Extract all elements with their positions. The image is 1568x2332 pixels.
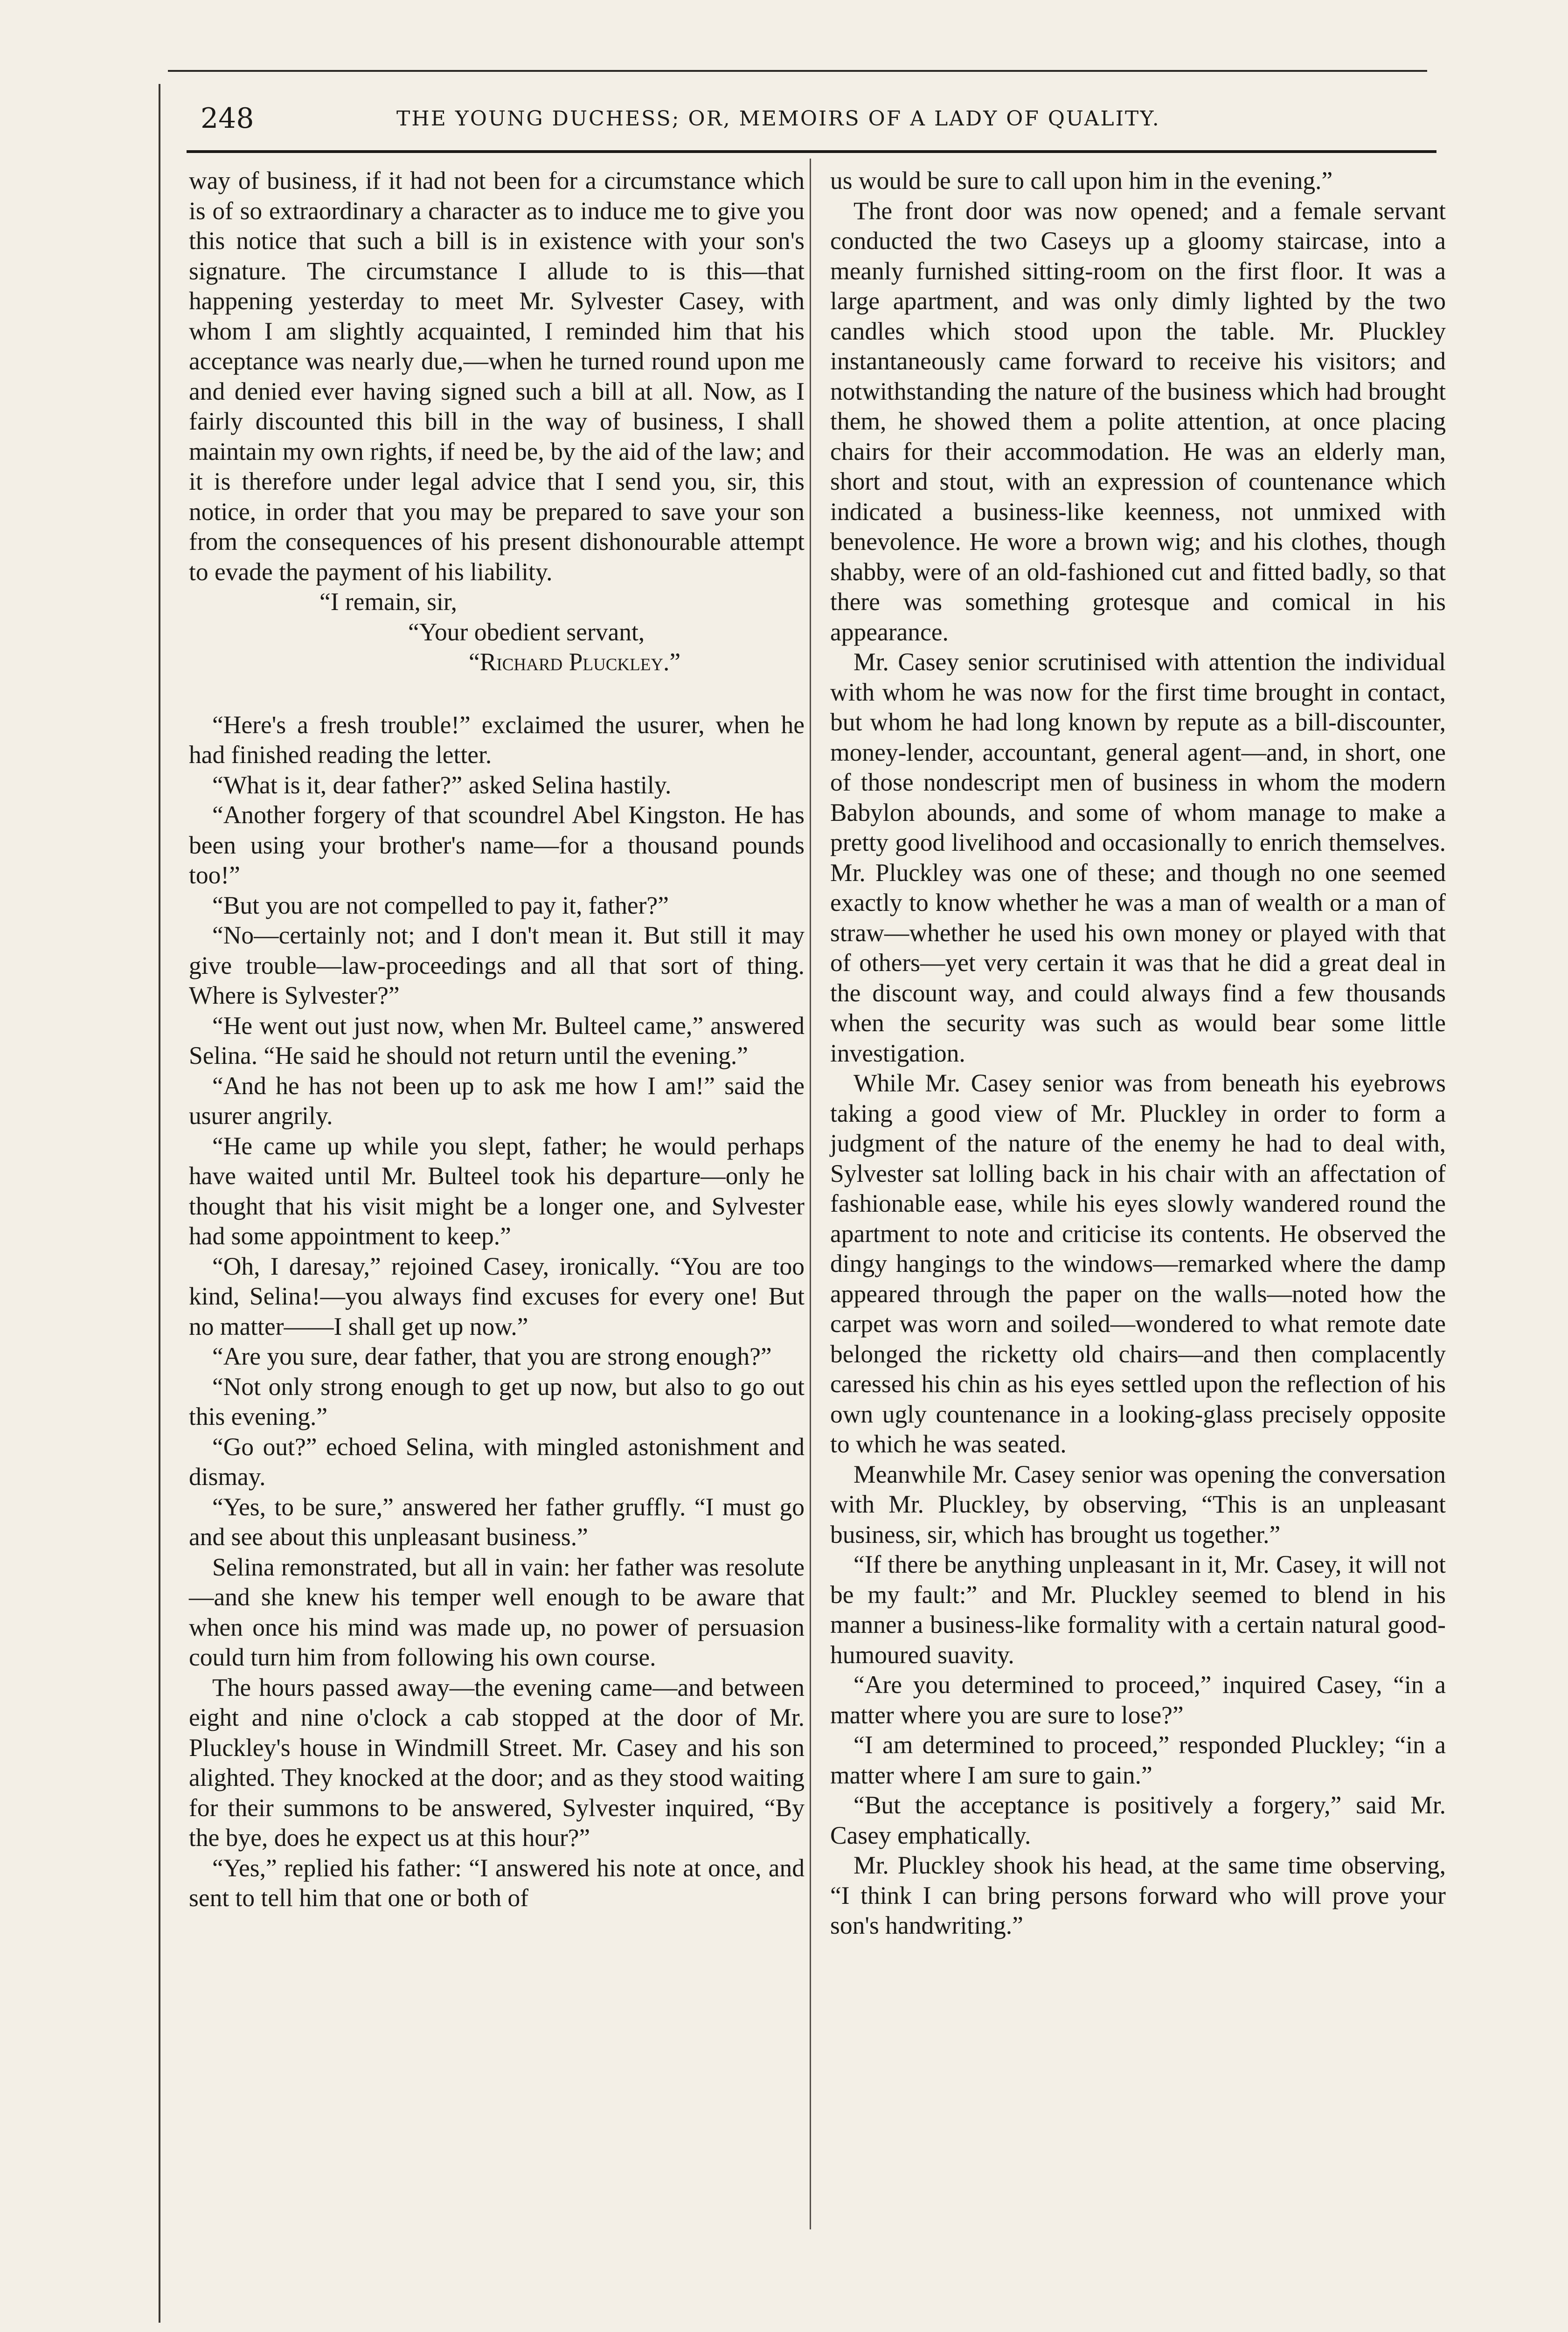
- left-margin-rule: [159, 84, 160, 2323]
- paragraph: “I am determined to proceed,” responded Pluckley; “in a matter where I am sure to gain.”: [830, 1731, 1446, 1789]
- paragraph: Selina remonstrated, but all in vain: her father was resolute—and she knew his temper well enough to be aware that when once his mind was made up, no power of persuasion could turn him from following his own course.: [189, 1553, 805, 1671]
- header-rule: [187, 150, 1436, 153]
- paragraph: “Not only strong enough to get up now, but also to go out this evening.”: [189, 1372, 805, 1430]
- paragraph: While Mr. Casey senior was from beneath his eyebrows taking a good view of Mr. Pluckley in order to form a judgment of the nature of the enemy he had to deal with, Sylvester sat lolling back in his chair with an affectation of fashionable ease, while his eyes slowly wandered round the apartment to note and criticise its contents. He observed the dingy hangings to the windows—remarked where the damp appeared through the paper on the walls—noted how the carpet was worn and soiled—wondered to what remote date belonged the ricketty old chairs—and then complacently caressed his chin as his eyes settled upon the reflection of his own ugly countenance in a looking-glass precisely opposite to which he was seated.: [830, 1069, 1446, 1458]
- paragraph: “What is it, dear father?” asked Selina hastily.: [212, 770, 672, 799]
- section-gap: [189, 677, 805, 710]
- paragraph: “No—certainly not; and I don't mean it. But still it may give trouble—law-proceedings and all that sort of thing. Where is Sylvester?”: [189, 921, 805, 1009]
- left-column: [189, 166, 805, 1913]
- paragraph: “Oh, I daresay,” rejoined Casey, ironically. “You are too kind, Selina!—you always find excuses for every one! But no matter——I shall get up now.”: [189, 1252, 805, 1340]
- paragraph: “Yes,” replied his father: “I answered his note at once, and sent to tell him that one or both of: [189, 1853, 805, 1912]
- paragraph: us would be sure to call upon him in the evening.”: [830, 167, 1333, 194]
- top-border-rule: [168, 70, 1427, 72]
- paragraph: “If there be anything unpleasant in it, Mr. Casey, it will not be my fault:” and Mr. Pluckley seemed to blend in his manner a business-like formality with a certain natural good-humoured suavity.: [830, 1550, 1446, 1669]
- paragraph: “But the acceptance is positively a forgery,” said Mr. Casey emphatically.: [830, 1791, 1446, 1849]
- paragraph: “Are you determined to proceed,” inquired Casey, “in a matter where you are sure to lose?”: [830, 1671, 1446, 1729]
- paragraph: “He came up while you slept, father; he would perhaps have waited until Mr. Bulteel took his departure—only he thought that his visit might be a longer one, and Sylvester had some appointment to keep.”: [189, 1131, 805, 1250]
- paragraph: “Another forgery of that scoundrel Abel Kingston. He has been using your brother's name—for a thousand pounds too!”: [189, 801, 805, 889]
- paragraph: “He went out just now, when Mr. Bulteel came,” answered Selina. “He said he should not return until the evening.”: [189, 1011, 805, 1069]
- running-title: THE YOUNG DUCHESS; OR, MEMOIRS OF A LADY OF QUALITY.: [396, 107, 1160, 131]
- right-column: [830, 166, 1446, 1941]
- paragraph: Mr. Casey senior scrutinised with attention the individual with whom he was now for the first time brought in contact, but whom he had long known by repute as a bill-discounter, money-lender, accountant, general agent—and, in short, one of those nondescript men of business in whom the modern Babylon abounds, and some of whom manage to make a pretty good livelihood and occasionally to enrich themselves. Mr. Pluckley was one of these; and though no one seemed exactly to know whether he was a man of wealth or a man of straw—whether he used his own money or played with that of others—yet very certain it was that he did a great deal in the discount way, and could always find a few thousands when the security was such as would bear some little investigation.: [830, 648, 1446, 1067]
- paragraph: The hours passed away—the evening came—and between eight and nine o'clock a cab stopped at the door of Mr. Pluckley's house in Windmill Street. Mr. Casey and his son alighted. They knocked at the door; and as they stood waiting for their summons to be answered, Sylvester inquired, “By the bye, does he expect us at this hour?”: [189, 1673, 805, 1852]
- paragraph: “Yes, to be sure,” answered her father gruffly. “I must go and see about this unpleasant business.”: [189, 1492, 805, 1551]
- page-header: [196, 96, 1432, 147]
- paragraph: Meanwhile Mr. Casey senior was opening the conversation with Mr. Pluckley, by observing, “This is an unpleasant business, sir, which has brought us together.”: [830, 1460, 1446, 1548]
- paragraph: way of business, if it had not been for a circumstance which is of so extraordinary a character as to induce me to give you this notice that such a bill is in existence with your son's signature. The circumstance I allude to is this—that happening yesterday to meet Mr. Sylvester Casey, with whom I am slightly acquainted, I reminded him that his acceptance was nearly due,—when he turned round upon me and denied ever having signed such a bill at all. Now, as I fairly discounted this bill in the way of business, I shall maintain my own rights, if need be, by the aid of the law; and it is therefore under legal advice that I send you, sir, this notice, in order that you may be prepared to save your son from the consequences of his present dishonourable attempt to evade the payment of his liability.: [189, 167, 805, 586]
- column-divider: [810, 159, 811, 2229]
- closing-line: “I remain, sir,: [319, 588, 457, 616]
- paragraph: “Go out?” echoed Selina, with mingled astonishment and dismay.: [189, 1432, 805, 1491]
- paragraph: “But you are not compelled to pay it, father?”: [212, 891, 669, 919]
- paragraph: “And he has not been up to ask me how I am!” said the usurer angrily.: [189, 1071, 805, 1130]
- paragraph: Mr. Pluckley shook his head, at the same time observing, “I think I can bring persons forward who will prove your son's handwriting.”: [830, 1851, 1446, 1939]
- letter-closing: [189, 587, 805, 677]
- signature-line: “Richard Pluckley.”: [469, 648, 681, 676]
- paragraph: The front door was now opened; and a female servant conducted the two Caseys up a gloomy staircase, into a meanly furnished sitting-room on the first floor. It was a large apartment, and was only dimly lighted by the two candles which stood upon the table. Mr. Pluckley instantaneously came forward to receive his visitors; and notwithstanding the nature of the business which had brought them, he showed them a polite attention, at once placing chairs for their accommodation. He was an elderly man, short and stout, with an expression of countenance which indicated a business-like keenness, not unmixed with benevolence. He wore a brown wig; and his clothes, though shabby, were of an old-fashioned cut and fitted badly, so that there was something grotesque and comical in his appearance.: [830, 196, 1446, 646]
- closing-line: “Your obedient servant,: [408, 618, 645, 646]
- page-number: 248: [201, 102, 254, 135]
- paragraph: “Are you sure, dear father, that you are strong enough?”: [212, 1342, 772, 1370]
- paragraph: “Here's a fresh trouble!” exclaimed the usurer, when he had finished reading the letter.: [189, 710, 805, 769]
